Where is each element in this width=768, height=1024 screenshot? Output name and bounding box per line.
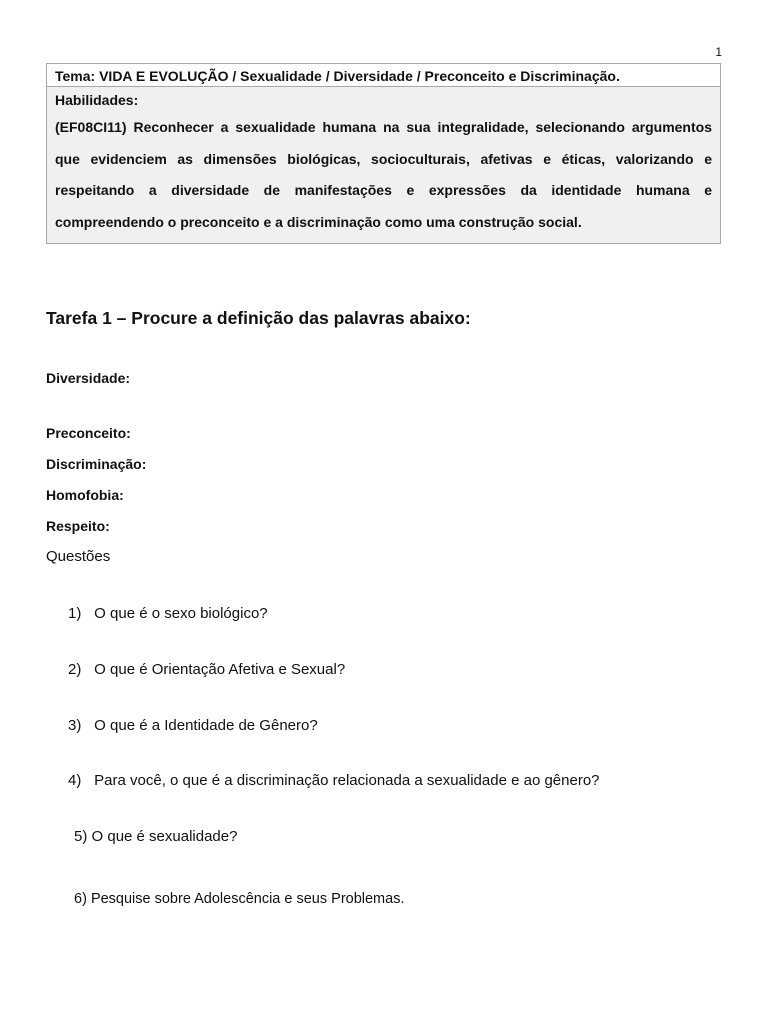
question-text: O que é o sexo biológico?	[94, 605, 268, 622]
question-item	[74, 828, 237, 845]
question-item	[74, 891, 404, 907]
question-number: 5)	[74, 828, 88, 845]
question-item	[68, 605, 268, 622]
question-text: O que é sexualidade?	[91, 828, 238, 845]
question-item	[68, 661, 345, 678]
question-text: O que é Orientação Afetiva e Sexual?	[94, 661, 346, 678]
term-homofobia: Homofobia:	[46, 487, 124, 503]
term-discriminacao: Discriminação:	[46, 456, 147, 472]
habilidades-title: Habilidades:	[55, 92, 139, 108]
question-text: O que é a Identidade de Gênero?	[94, 717, 318, 734]
term-diversidade: Diversidade:	[46, 370, 131, 386]
questions-title: Questões	[46, 548, 111, 565]
tema-row: Tema: VIDA E EVOLUÇÃO / Sexualidade / Diversidade / Preconceito e Discriminação.	[47, 64, 720, 87]
question-number: 3)	[68, 717, 82, 734]
question-item	[68, 772, 600, 789]
question-number: 6)	[74, 891, 87, 907]
header-table	[46, 63, 721, 244]
habilidades-text: (EF08CI11) Reconhecer a sexualidade humana na sua integralidade, selecionando argumentos que evidenciem as dimensões biológicas, socioculturais, afetivas e éticas, valorizando e respeitando a diversidade de manifestações e expressões da identidade humana e compreendendo o preconceito e a discriminação como uma construção social.	[55, 119, 712, 230]
task-title: Tarefa 1 – Procure a definição das palavras abaixo:	[46, 308, 471, 328]
term-respeito: Respeito:	[46, 518, 110, 534]
page-number: 1	[715, 45, 722, 59]
question-text: Para você, o que é a discriminação relacionada a sexualidade e ao gênero?	[94, 772, 600, 789]
question-item	[68, 717, 318, 734]
question-number: 2)	[68, 661, 82, 678]
question-text: Pesquise sobre Adolescência e seus Problemas.	[90, 891, 405, 907]
question-number: 1)	[68, 605, 82, 622]
term-preconceito: Preconceito:	[46, 425, 131, 441]
question-number: 4)	[68, 772, 82, 789]
habilidades-row	[47, 87, 720, 243]
